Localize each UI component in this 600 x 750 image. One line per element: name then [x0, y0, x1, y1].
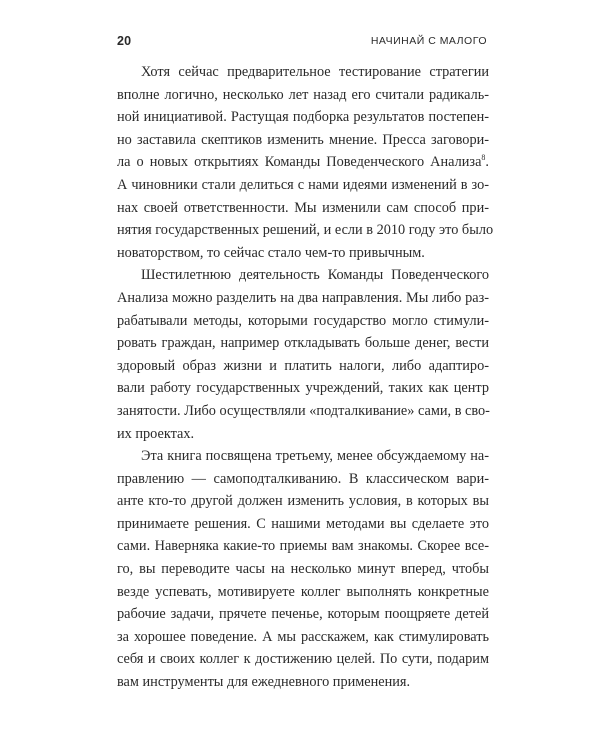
footnote-marker: 8 — [481, 153, 486, 163]
text-line: рабатывали методы, которыми государство могло стимули- — [117, 312, 489, 329]
text-line: го, вы переводите часы на несколько минут вперед, чтобы — [117, 561, 489, 578]
text-line: вам инструменты для ежедневного применения. — [117, 674, 411, 691]
text-line: но заставила скептиков изменить мнение. Пресса заговори- — [117, 131, 489, 148]
text-line-content: ла о новых открытиях Команды Поведенческого Анализа — [117, 154, 482, 171]
text-line: Эта книга посвящена третьему, менее обсуждаемому на- — [141, 448, 489, 465]
text-line: анте кто-то другой должен изменить условия, в которых вы — [117, 493, 489, 510]
page-number: 20 — [117, 34, 132, 48]
text-line: Хотя сейчас предварительное тестирование стратегии — [141, 64, 489, 80]
running-head — [117, 34, 487, 54]
text-line: нятия государственных решений, и если в 2010 году это было — [117, 222, 494, 239]
text-body — [117, 61, 494, 694]
paragraph-1 — [117, 61, 494, 264]
text-line: здоровый образ жизни и платить налоги, либо адаптиро- — [117, 357, 489, 374]
text-line: А чиновники стали делиться с нами идеями изменений в зо- — [117, 176, 489, 193]
text-line: Анализа можно разделить на два направления. Мы либо раз- — [117, 289, 489, 306]
text-line: за хорошее поведение. А мы расскажем, как стимулировать — [117, 628, 489, 645]
text-line: себя и своих коллег к достижению целей. По сути, подарим — [117, 651, 489, 668]
text-line: вполне логично, несколько лет назад его считали радикаль- — [117, 86, 489, 103]
paragraph-2 — [117, 264, 489, 445]
text-line — [117, 151, 489, 174]
text-line: нах своей ответственности. Мы изменили сам способ при- — [117, 199, 489, 216]
text-line: ной инициативой. Растущая подборка результатов постепен- — [117, 109, 489, 126]
text-line: ровать граждан, например откладывать больше денег, вести — [117, 335, 489, 352]
text-line: вали работу государственных учреждений, таких как центр — [117, 380, 489, 397]
book-title: НАЧИНАЙ С МАЛОГО — [370, 35, 487, 47]
text-line: сами. Наверняка какие-то приемы вам знакомы. Скорее все- — [117, 538, 489, 555]
text-line: рабочие задачи, прячете печенье, которым поощряете детей — [117, 606, 489, 623]
footnote-suffix: . — [485, 154, 489, 171]
text-line: правлению — самоподталкиванию. В классическом вари- — [117, 470, 489, 487]
text-line: принимаете решения. С нашими методами вы сделаете это — [117, 515, 489, 532]
text-line: занятости. Либо осуществляли «подталкивание» сами, в сво- — [117, 402, 490, 419]
paragraph-3 — [117, 445, 489, 694]
text-line: их проектах. — [117, 425, 195, 442]
text-line: Шестилетнюю деятельность Команды Поведенческого — [141, 267, 489, 284]
text-line: везде успевать, мотивируете коллег выполнять конкретные — [117, 583, 489, 600]
text-line: новаторством, то сейчас стало чем-то привычным. — [117, 244, 425, 261]
